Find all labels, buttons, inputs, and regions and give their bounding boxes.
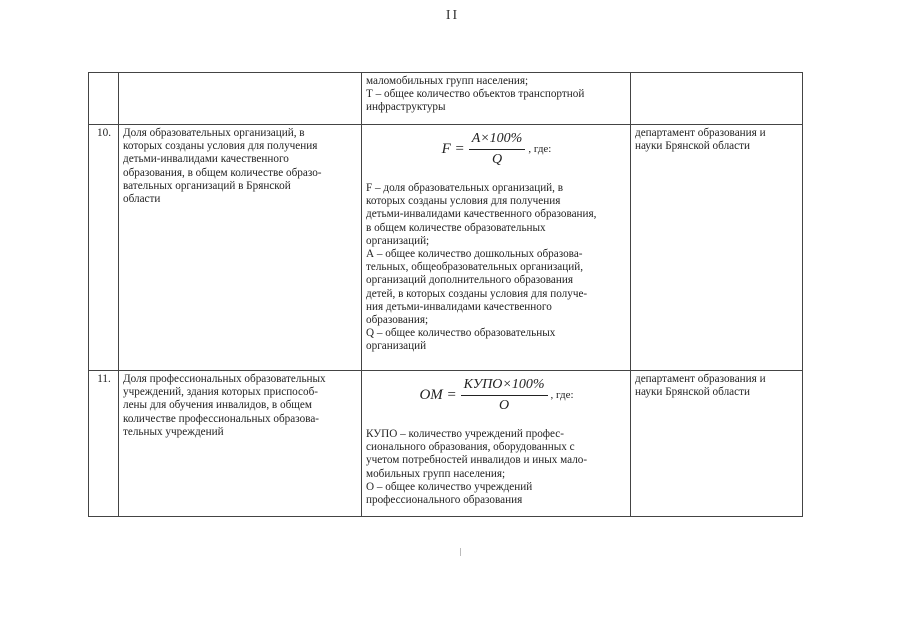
formula-fraction [461,377,548,414]
definition-line: КУПО – количество учреждений профес- [366,428,564,440]
cell-definition [362,125,631,371]
formula-numerator: A×100% [469,131,526,150]
definition-line: детьми-инвалидами качественного образования, [366,208,597,221]
formula-fraction [469,131,526,168]
indicator-line: образования, в общем количестве образо- [123,166,322,179]
formula-numerator: КУПО×100% [461,377,548,396]
cell-responsible [631,371,803,517]
formula-tail: , где: [550,388,574,401]
responsible-line: науки Брянской области [635,140,750,153]
formula-lhs: OM = [419,386,457,403]
indicator-line: которых созданы условия для получения [123,140,318,153]
indicator-line: области [123,193,161,206]
cell-indicator [119,73,362,125]
responsible-line: департамент образования и [635,373,766,385]
indicator-line: детьми-инвалидами качественного [123,153,289,166]
scan-artifact [460,548,461,556]
definition-line: образования; [366,314,429,327]
responsible-line: науки Брянской области [635,386,750,399]
definition-line: сионального образования, оборудованных с [366,441,575,454]
indicator-line: тельных учреждений [123,425,224,438]
definition-line: мобильных групп населения; [366,467,506,480]
definition-line: F – доля образовательных организаций, в [366,182,564,194]
formula-lhs: F = [441,140,465,157]
formula-om [366,377,627,414]
definition-line: инфраструктуры [366,101,446,114]
row-number: 11. [89,371,119,517]
cell-number [89,73,119,125]
definition-line: профессионального образования [366,494,523,507]
page-number: II [445,8,460,23]
formula-denominator: Q [491,152,503,167]
table-row-11 [89,371,803,517]
definition-line: маломобильных групп населения; [366,75,529,87]
indicator-line: вательных организаций в Брянской [123,179,291,192]
responsible-line: департамент образования и [635,127,766,139]
cell-definition [362,73,631,125]
definition-line: организаций [366,340,427,353]
cell-definition [362,371,631,517]
cell-responsible [631,73,803,125]
definition-line: организаций дополнительного образования [366,274,573,287]
cell-responsible [631,125,803,371]
formula-tail: , где: [528,142,552,155]
definition-line: Q – общее количество образовательных [366,327,556,340]
cell-indicator [119,371,362,517]
table-row-continuation [89,73,803,125]
definition-line: учетом потребностей инвалидов и иных мало- [366,454,588,467]
indicator-line: учреждений, здания которых приспособ- [123,386,319,399]
table-row-10 [89,125,803,371]
definition-line: тельных, общеобразовательных организаций, [366,261,583,274]
cell-indicator [119,125,362,371]
definition-line: в общем количестве образовательных [366,221,546,234]
indicator-line: Доля профессиональных образовательных [123,373,326,385]
definition-line: О – общее количество учреждений [366,480,533,493]
definition-line: А – общее количество дошкольных образова- [366,248,583,261]
row-number: 10. [89,125,119,371]
indicator-line: лены для обучения инвалидов, в общем [123,399,312,412]
indicators-table [88,72,803,517]
definition-line: Т – общее количество объектов транспортной [366,88,585,101]
formula-f [366,131,627,168]
indicator-line: количестве профессиональных образова- [123,412,320,425]
definition-line: детей, в которых созданы условия для получе- [366,287,588,300]
definition-line: ния детьми-инвалидами качественного [366,300,552,313]
definition-line: которых созданы условия для получения [366,195,561,208]
formula-denominator: O [499,398,510,413]
indicator-line: Доля образовательных организаций, в [123,127,305,139]
definition-line: организаций; [366,234,430,247]
